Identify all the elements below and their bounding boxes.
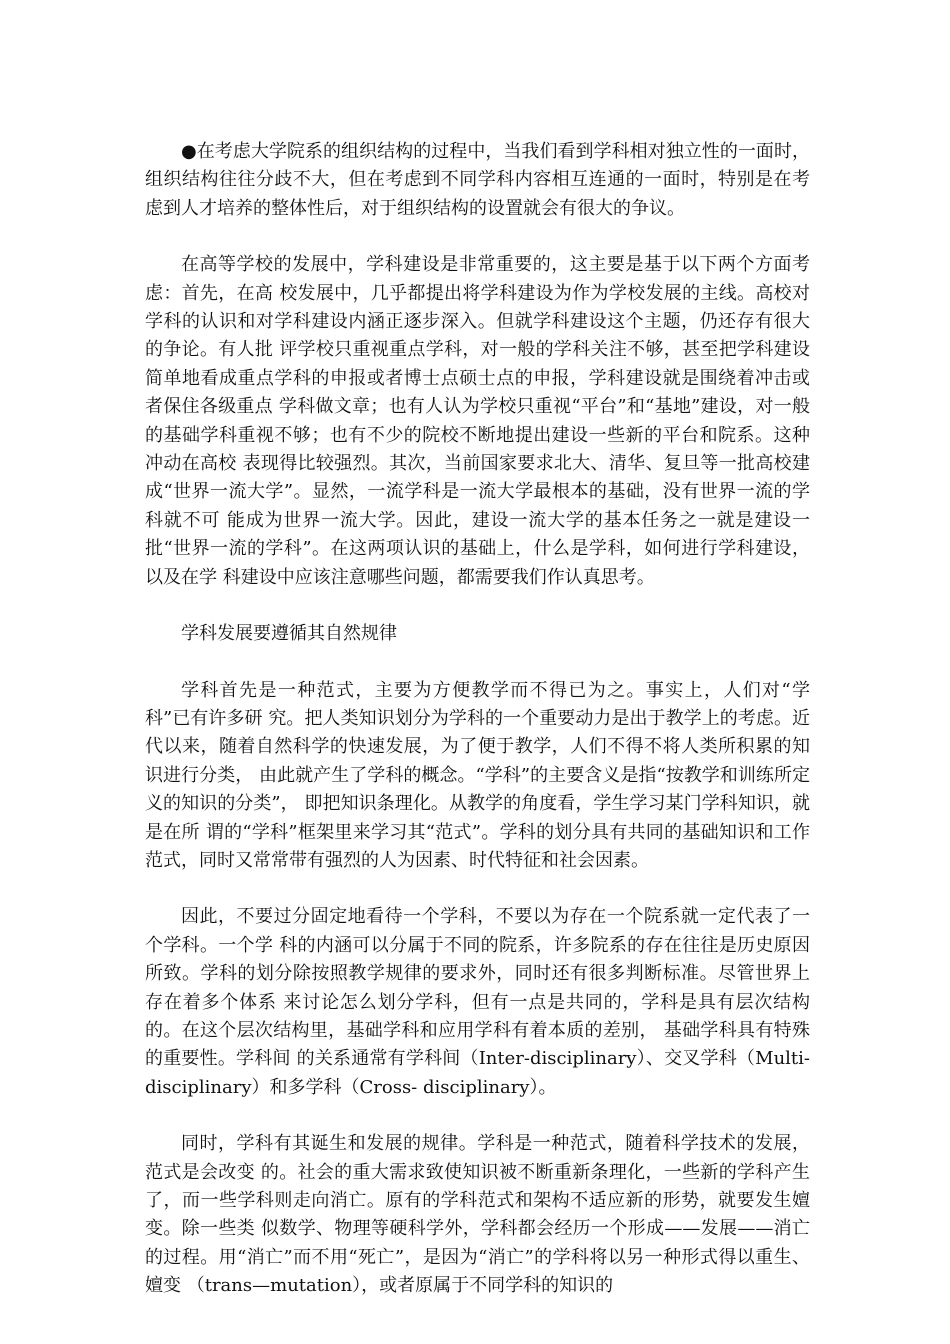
paragraph-discipline-construction: 在高等学校的发展中，学科建设是非常重要的，这主要是基于以下两个方面考虑：首先，在高 校发展中，几乎都提出将学科建设为作为学校发展的主线。高校对学科的认识和对学科建设内涵正逐步深入。但就学科建设这个主题，仍还存有很大的争论。有人批 评学校只重视重点学科，对一般的学科关注不够，甚至把学科建设简单地看成重点学科的申报或者博士点硕士点的申报，学科建设就是围绕着冲击或者保住各级重点 学科做文章；也有人认为学校只重视“平台”和“基地”建设，对一般的基础学科重视不够；也有不少的院校不断地提出建设一些新的平台和院系。这种冲动在高校 表现得比较强烈。其次，当前国家要求北大、清华、复旦等一批高校建成“世界一流大学”。显然，一流学科是一流大学最根本的基础，没有世界一流的学科就不可 能成为世界一流大学。因此，建设一流大学的基本任务之一就是建设一批“世界一流的学科”。在这两项认识的基础上，什么是学科，如何进行学科建设，以及在学 科建设中应该注意哪些问题，都需要我们作认真思考。 — [145, 254, 810, 588]
paragraph-discipline-evolution: 同时，学科有其诞生和发展的规律。学科是一种范式，随着科学技术的发展，范式是会改变 的。社会的重大需求致使知识被不断重新条理化，一些新的学科产生了，而一些学科则走向消亡。原有的学科范式和架构不适应新的形势，就要发生嬗变。除一些类 似数学、物理等硬科学外，学科都会经历一个形成——发展——消亡的过程。用“消亡”而不用“死亡”，是因为“消亡”的学科将以另一种形式得以重生、嬗变 （trans—mutation），或者原属于不同学科的知识的 — [145, 1133, 810, 1297]
paragraph-discipline-hierarchy: 因此，不要过分固定地看待一个学科，不要以为存在一个院系就一定代表了一个学科。一个学 科的内涵可以分属于不同的院系，许多院系的存在往往是历史原因所致。学科的划分除按照教学规律的要求外，同时还有很多判断标准。尽管世界上存在着多个体系 来讨论怎么划分学科，但有一点是共同的，学科是具有层次结构的。在这个层次结构里，基础学科和应用学科有着本质的差别， 基础学科具有特殊的重要性。学科间 的关系通常有学科间（Inter-disciplinary）、交叉学科（Multi-disciplinary）和多学科（Cross- disciplinary）。 — [145, 906, 810, 1098]
document-body — [145, 138, 810, 1329]
paragraph-discipline-paradigm: 学科首先是一种范式，主要为方便教学而不得已为之。事实上，人们对“学科”已有许多研 究。把人类知识划分为学科的一个重要动力是出于教学上的考虑。近代以来，随着自然科学的快速发展，为了便于教学，人们不得不将人类所积累的知识进行分类， 由此就产生了学科的概念。“学科”的主要含义是指“按教学和训练所定义的知识的分类”， 即把知识条理化。从教学的角度看，学生学习某门学科知识，就是在所 谓的“学科”框架里来学习其“范式”。学科的划分具有共同的基础知识和工作范式，同时又常常带有强烈的人为因素、时代特征和社会因素。 — [145, 679, 810, 871]
paragraph-organization-structure: ●在考虑大学院系的组织结构的过程中，当我们看到学科相对独立性的一面时，组织结构往往分歧不大，但在考虑到不同学科内容相互连通的一面时，特别是在考虑到人才培养的整体性后，对于组织结构的设置就会有很大的争议。 — [145, 141, 810, 219]
section-heading: 学科发展要遵循其自然规律 — [181, 623, 397, 645]
